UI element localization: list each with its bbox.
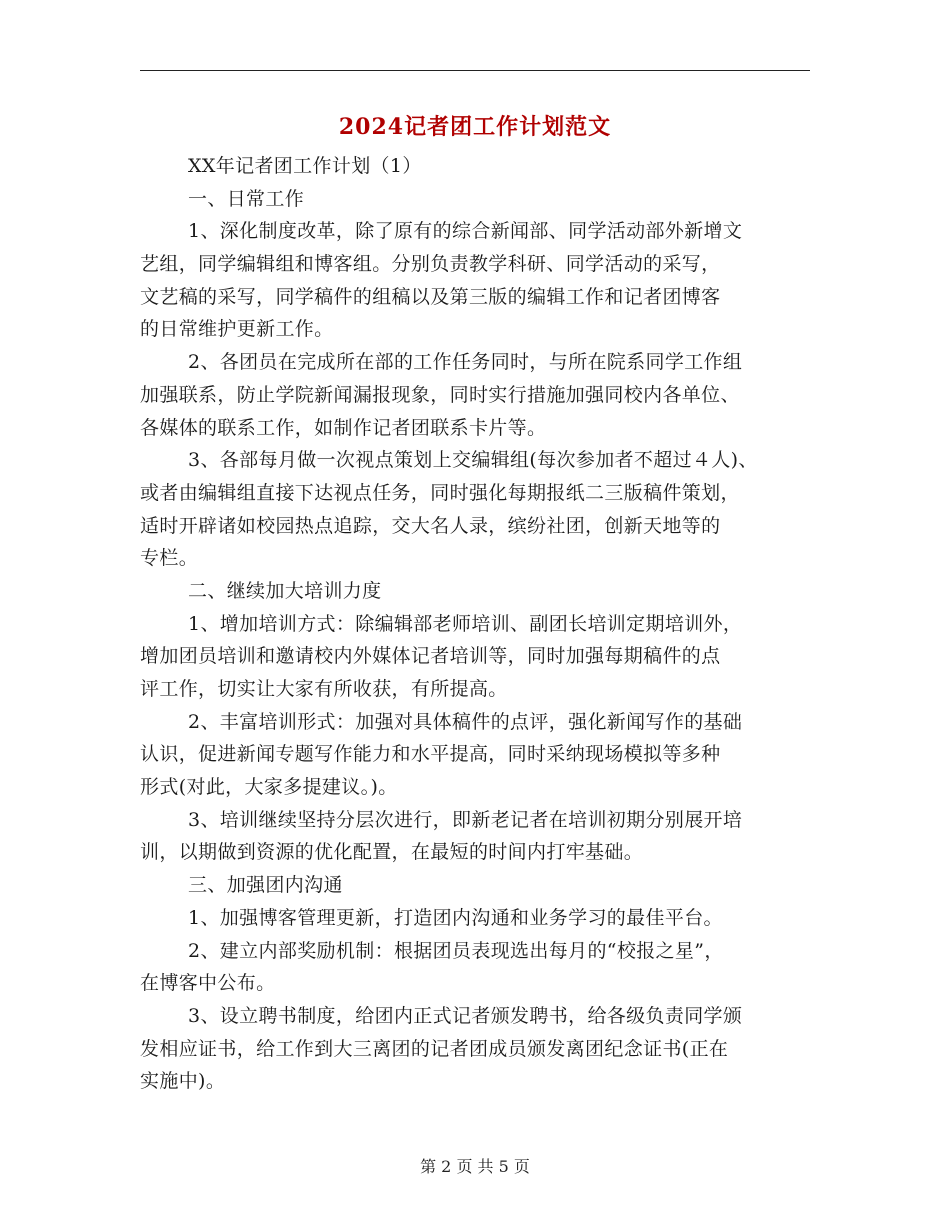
paragraph-line: 增加团员培训和邀请校内外媒体记者培训等，同时加强每期稿件的点 (140, 645, 721, 668)
paragraph-line: 2、各团员在完成所在部的工作任务同时，与所在院系同学工作组 (188, 351, 743, 374)
paragraph-line: 专栏。 (140, 547, 199, 570)
paragraph-line: 3、培训继续坚持分层次进行，即新老记者在培训初期分别展开培 (188, 808, 743, 831)
paragraph-line: 或者由编辑组直接下达视点任务，同时强化每期报纸二三版稿件策划， (140, 481, 740, 504)
paragraph-line: 3、各部每月做一次视点策划上交编辑组(每次参加者不超过４人)、 (188, 449, 758, 472)
paragraph-line: 实施中)。 (140, 1070, 226, 1093)
paragraph-line: 文艺稿的采写，同学稿件的组稿以及第三版的编辑工作和记者团博客 (140, 285, 721, 308)
paragraph-line: 训，以期做到资源的优化配置，在最短的时间内打牢基础。 (140, 841, 644, 864)
paragraph-line: 一、日常工作 (188, 187, 305, 210)
paragraph-line: 评工作，切实让大家有所收获，有所提高。 (140, 678, 508, 700)
paragraph-line: 1、增加培训方式：除编辑部老师培训、副团长培训定期培训外， (188, 612, 743, 635)
paragraph-line: 的日常维护更新工作。 (140, 318, 334, 341)
document-title: 2024记者团工作计划范文 (338, 114, 612, 140)
paragraph-line: 认识，促进新闻专题写作能力和水平提高，同时采纳现场模拟等多种 (140, 743, 721, 766)
document-body (140, 150, 810, 1098)
paragraph-line: 适时开辟诸如校园热点追踪，交大名人录，缤纷社团，创新天地等的 (140, 514, 721, 537)
paragraph-line: 1、加强博客管理更新，打造团内沟通和业务学习的最佳平台。 (188, 906, 723, 929)
paragraph-line: 二、继续加大培训力度 (188, 579, 382, 602)
paragraph-line: 2、丰富培训形式：加强对具体稿件的点评，强化新闻写作的基础 (188, 710, 743, 733)
paragraph-line: 发相应证书，给工作到大三离团的记者团成员颁发离团纪念证书(正在 (140, 1037, 729, 1060)
paragraph-line: 3、设立聘书制度，给团内正式记者颁发聘书，给各级负责同学颁 (188, 1004, 743, 1027)
page-footer: 第 2 页 共 5 页 (420, 1157, 530, 1176)
header-rule (140, 70, 810, 71)
paragraph-line: 三、加强团内沟通 (188, 874, 343, 897)
paragraph-line: 形式(对此，大家多提建议。)。 (140, 776, 398, 799)
paragraph-line: 加强联系，防止学院新闻漏报现象，同时实行措施加强同校内各单位、 (140, 383, 740, 406)
paragraph-line: 2、建立内部奖励机制：根据团员表现选出每月的“校报之星”， (188, 939, 724, 962)
paragraph-line: 1、深化制度改革，除了原有的综合新闻部、同学活动部外新增文 (188, 220, 743, 243)
paragraph-line: XX年记者团工作计划（1） (188, 155, 422, 177)
paragraph-line: 艺组，同学编辑组和博客组。分别负责教学科研、同学活动的采写， (140, 253, 721, 276)
paragraph-line: 各媒体的联系工作，如制作记者团联系卡片等。 (140, 416, 547, 439)
paragraph-line: 在博客中公布。 (140, 972, 276, 995)
